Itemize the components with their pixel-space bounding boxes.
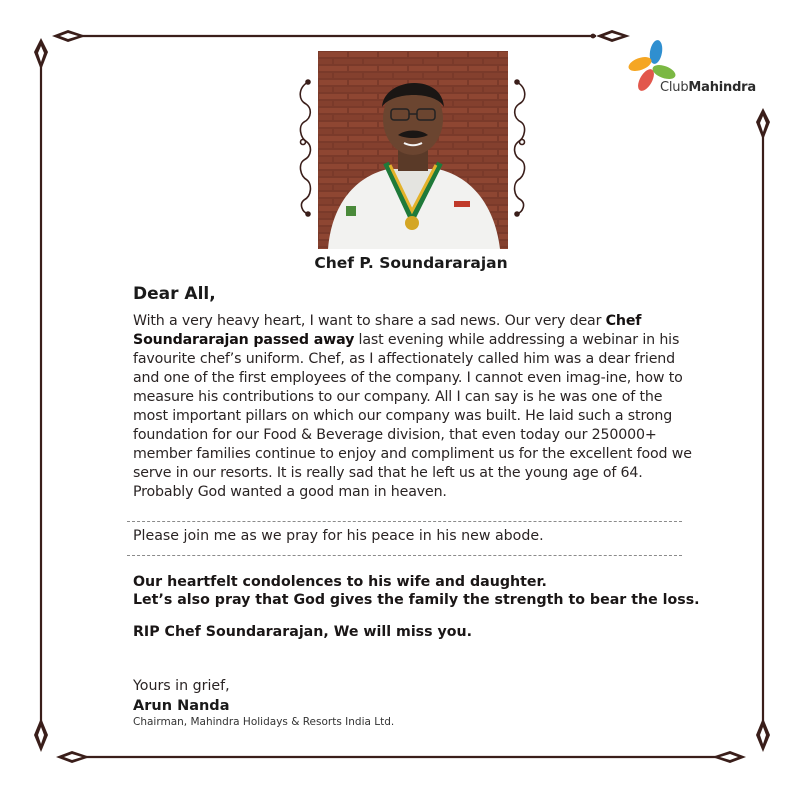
message-text-continued: last evening while addressing a webinar in his favourite chef’s uniform. Chef, as I affectionately called him was a dear friend and one of the first employees of the company. I cannot even imag-ine, how to measure his contributions to our company. All I can say is he was one of the most important pillars on which our company was built. He laid such a strong foundation for our Food & Beverage division, that even today our 250000+ member families continue to enjoy and compliment us for the excellent food we serve in our resorts. It is really sad that he left us at the young age of 64. Probably God wanted a good man in heaven. [133,332,692,500]
dotted-divider [127,555,682,556]
message-highlight: Chef Soundararajan passed away [133,313,642,348]
scroll-ornament-right-icon [509,78,531,218]
closing-line: Yours in grief, [133,678,230,694]
signatory-name: Arun Nanda [133,698,230,714]
prayer-line: Please join me as we pray for his peace in his new abode. [133,528,544,544]
salutation: Dear All, [133,284,216,304]
message-paragraph [133,312,699,502]
ornament-bottom-left [34,718,90,763]
club-mahindra-logo [624,38,774,108]
photo-caption: Chef P. Soundararajan [314,254,508,272]
chef-portrait-photo [318,51,508,249]
ornament-right-top [756,108,770,140]
dotted-divider [127,521,682,522]
ornament-bottom-right [712,718,770,763]
rip-line: RIP Chef Soundararajan, We will miss you. [133,624,472,640]
logo-wordmark: ClubMahindra [660,80,756,95]
condolence-line: Our heartfelt condolences to his wife and daughter. [133,574,547,590]
signatory-title: Chairman, Mahindra Holidays & Resorts India Ltd. [133,716,395,728]
ornament-top-left [34,30,86,70]
condolence-line: Let’s also pray that God gives the family the strength to bear the loss. [133,592,700,608]
message-text: With a very heavy heart, I want to share a sad news. Our very dear [133,313,606,329]
condolence-block [133,573,713,609]
scroll-ornament-left-icon [294,78,316,218]
portrait-illustration [318,51,508,249]
